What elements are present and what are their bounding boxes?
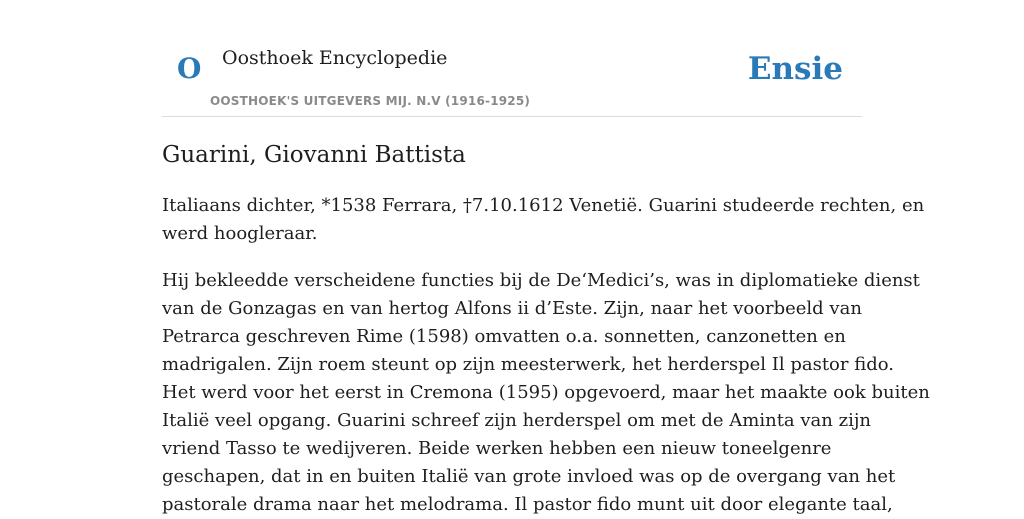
article-paragraph [162,192,925,248]
site-title[interactable]: Oosthoek Encyclopedie [222,47,448,69]
ensie-brand-link[interactable]: Ensie [747,51,843,87]
paragraph-line: vriend Tasso te wedijveren. Beide werken hebben een nieuw toneelgenre [162,438,832,459]
paragraph-line: werd hoogleraar. [162,223,318,244]
paragraph-line: pastorale drama naar het melodrama. Il pastor fido munt uit door elegante taal, [162,494,893,515]
paragraph-line: Het werd voor het eerst in Cremona (1595) opgevoerd, maar het maakte ook buiten [162,382,930,403]
logo-icon[interactable]: O [177,52,202,85]
article-paragraph [162,267,930,519]
publisher-label: OOSTHOEK'S UITGEVERS MIJ. N.V (1916-1925) [210,94,531,108]
site-header [162,0,862,117]
page [162,0,930,515]
article-title: Guarini, Giovanni Battista [162,142,466,168]
paragraph-line: Italië veel opgang. Guarini schreef zijn herderspel om met de Aminta van zijn [162,410,872,431]
paragraph-line: madrigalen. Zijn roem steunt op zijn meesterwerk, het herderspel Il pastor fido. [162,354,894,375]
paragraph-line: Petrarca geschreven Rime (1598) omvatten o.a. sonnetten, canzonetten en [162,326,846,347]
paragraph-line: van de Gonzagas en van hertog Alfons ii d’Este. Zijn, naar het voorbeeld van [162,298,862,319]
paragraph-line: Italiaans dichter, *1538 Ferrara, †7.10.1612 Venetië. Guarini studeerde rechten, en [162,195,925,216]
paragraph-line: geschapen, dat in en buiten Italië van grote invloed was op de overgang van het [162,466,896,487]
paragraph-line: Hij bekleedde verscheidene functies bij de De‘Medici’s, was in diplomatieke dienst [162,270,920,291]
